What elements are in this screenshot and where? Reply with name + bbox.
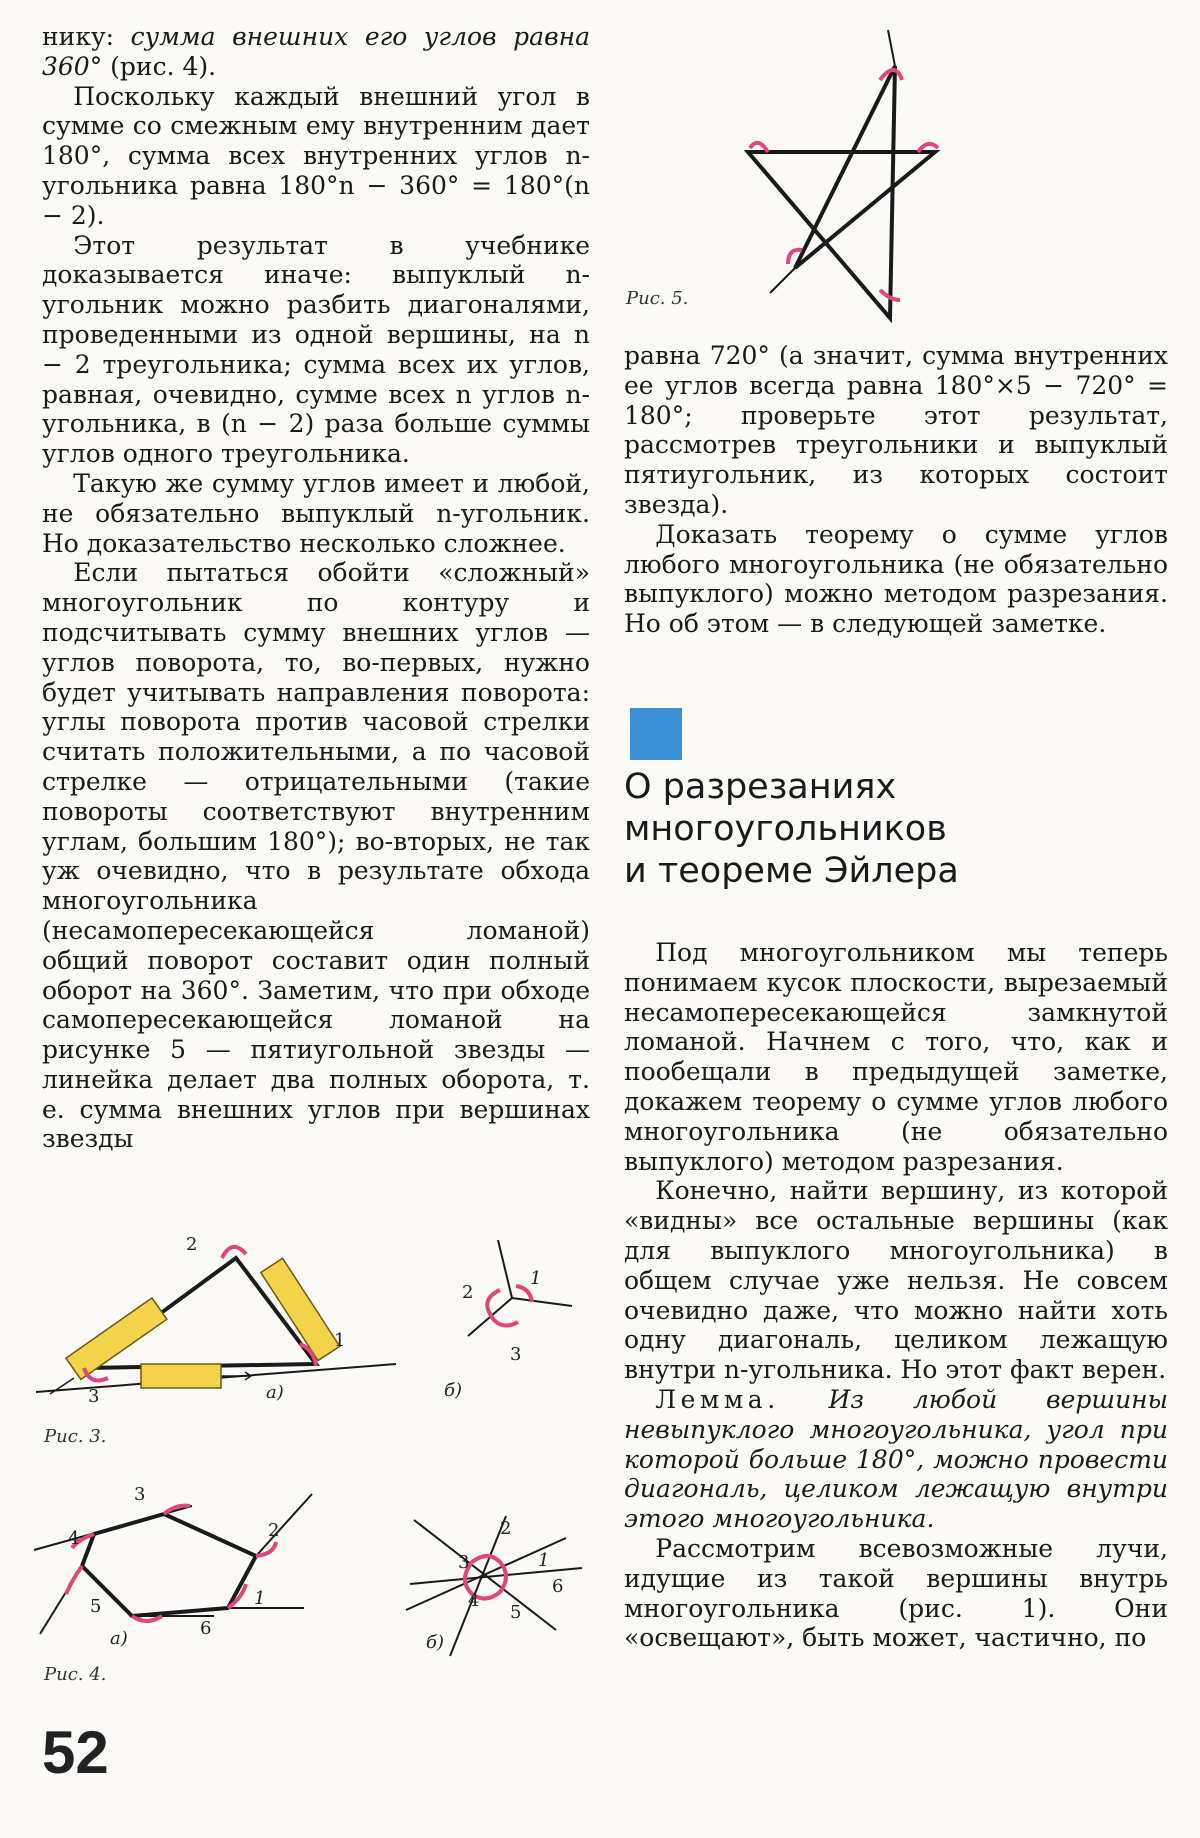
left-paragraph-5: Если пытаться обойти «сложный» многоугольник по контуру и подсчитывать сумму внешних углов — углов поворота, то, во-первых, нужно будет учитывать направления поворота: углы поворота против часовой стрелки считать положительными, а по часовой стрелке — отрицательными (такие повороты соответствуют внутренним углам, большим 180°); во-вторых, не так уж очевидно, что в результате обхода многоугольника (несамопересекающейся ломаной) общий поворот составит один полный оборот на 360°. Заметим, что при обходе самопересекающейся ломаной на рисунке 5 — пятиугольной звезды — линейка делает два полных оборота, т. е. сумма внешних углов при вершинах звезды: [42, 558, 590, 1154]
figure-5-caption: Рис. 5.: [626, 288, 689, 309]
figure-3b: [440, 1236, 600, 1401]
svg-text:б): б): [426, 1632, 445, 1653]
svg-text:1: 1: [538, 1550, 550, 1571]
right-paragraph-2: Доказать теорему о сумме углов любого многоугольника (не обязательно выпуклого) можно методом разрезания. Но об этом — в следующей заметке.: [624, 519, 1168, 639]
section-paragraph-3: Рассмотрим всевозможные лучи, идущие из такой вершины внутрь многоугольника (рис. 1). Они «освещают», быть может, частично, по: [624, 1533, 1168, 1653]
svg-text:4: 4: [468, 1590, 480, 1611]
svg-text:2: 2: [500, 1518, 512, 1539]
section-body: [624, 938, 1168, 1653]
left-column: [42, 22, 590, 1154]
svg-text:2: 2: [462, 1282, 474, 1303]
svg-text:1: 1: [530, 1268, 542, 1289]
svg-text:3: 3: [88, 1386, 100, 1407]
left-paragraph-2: Поскольку каждый внешний угол в сумме со смежным ему внутренним дает 180°, сумма всех внутренних углов n-угольника равна 180°n − 360° = 180°(n − 2).: [42, 81, 590, 230]
star-polyline: [748, 30, 935, 318]
svg-text:6: 6: [200, 1618, 212, 1639]
figure-4-caption: Рис. 4.: [44, 1664, 107, 1685]
figure-4a: [34, 1474, 324, 1664]
svg-text:а): а): [266, 1382, 284, 1403]
figure-5-star: [740, 28, 960, 318]
svg-text:1: 1: [334, 1330, 346, 1351]
section-paragraph-2: Конечно, найти вершину, из которой «видны» все остальные вершины (как для выпуклого многоугольника) в общем случае уже нельзя. Не совсем очевидно даже, что можно найти хоть одну диагональ, целиком лежащую внутри n-угольника. Но этот факт верен.: [624, 1176, 1168, 1385]
left-paragraph-3: Этот результат в учебнике доказывается иначе: выпуклый n-угольник можно разбить диагоналями, проведенными из одной вершины, на n − 2 треугольника; сумма всех их углов, равная, очевидно, сумме всех n углов n-угольника, в (n − 2) раза больше суммы углов одного треугольника.: [42, 230, 590, 469]
svg-text:3: 3: [510, 1344, 522, 1365]
right-column-top: [624, 341, 1168, 639]
svg-text:б): б): [444, 1380, 463, 1401]
svg-text:3: 3: [458, 1552, 470, 1573]
svg-text:3: 3: [134, 1484, 146, 1505]
svg-text:6: 6: [552, 1576, 564, 1597]
section-title: О разрезаниях многоугольников и теореме Эйлера: [624, 767, 959, 891]
left-paragraph-4: Такую же сумму углов имеет и любой, не обязательно выпуклый n-угольник. Но доказательство несколько сложнее.: [42, 468, 590, 558]
svg-text:5: 5: [510, 1602, 522, 1623]
section-marker: [630, 708, 682, 760]
svg-text:2: 2: [186, 1234, 198, 1255]
svg-text:4: 4: [68, 1528, 80, 1549]
figure-3-caption: Рис. 3.: [44, 1426, 107, 1447]
svg-text:5: 5: [90, 1596, 102, 1617]
figure-3a: [36, 1218, 416, 1408]
left-paragraph-1: нику: сумма внешних его углов равна 360° (рис. 4).: [42, 22, 591, 81]
lemma: Лемма. Из любой вершины невыпуклого многоугольника, угол при которой больше 180°, можно провести диагональ, целиком лежащую внутри этого многоугольника.: [624, 1384, 1168, 1534]
svg-text:а): а): [110, 1628, 128, 1649]
figure-4b: [406, 1510, 596, 1660]
page-number: 52: [42, 1719, 109, 1786]
section-paragraph-1: Под многоугольником мы теперь понимаем кусок плоскости, вырезаемый несамопересекающейся замкнутой ломаной. Начнем с того, что, как и пообещали в предыдущей заметке, докажем теорему о сумме углов любого многоугольника (не обязательно выпуклого) методом разрезания.: [624, 938, 1168, 1176]
right-paragraph-1: равна 720° (а значит, сумма внутренних ее углов всегда равна 180°×5 − 720° = 180°; проверьте этот результат, рассмотрев треугольники и выпуклый пятиугольник, из которых состоит звезда).: [624, 341, 1168, 519]
svg-text:2: 2: [268, 1520, 280, 1541]
svg-text:1: 1: [254, 1588, 266, 1609]
